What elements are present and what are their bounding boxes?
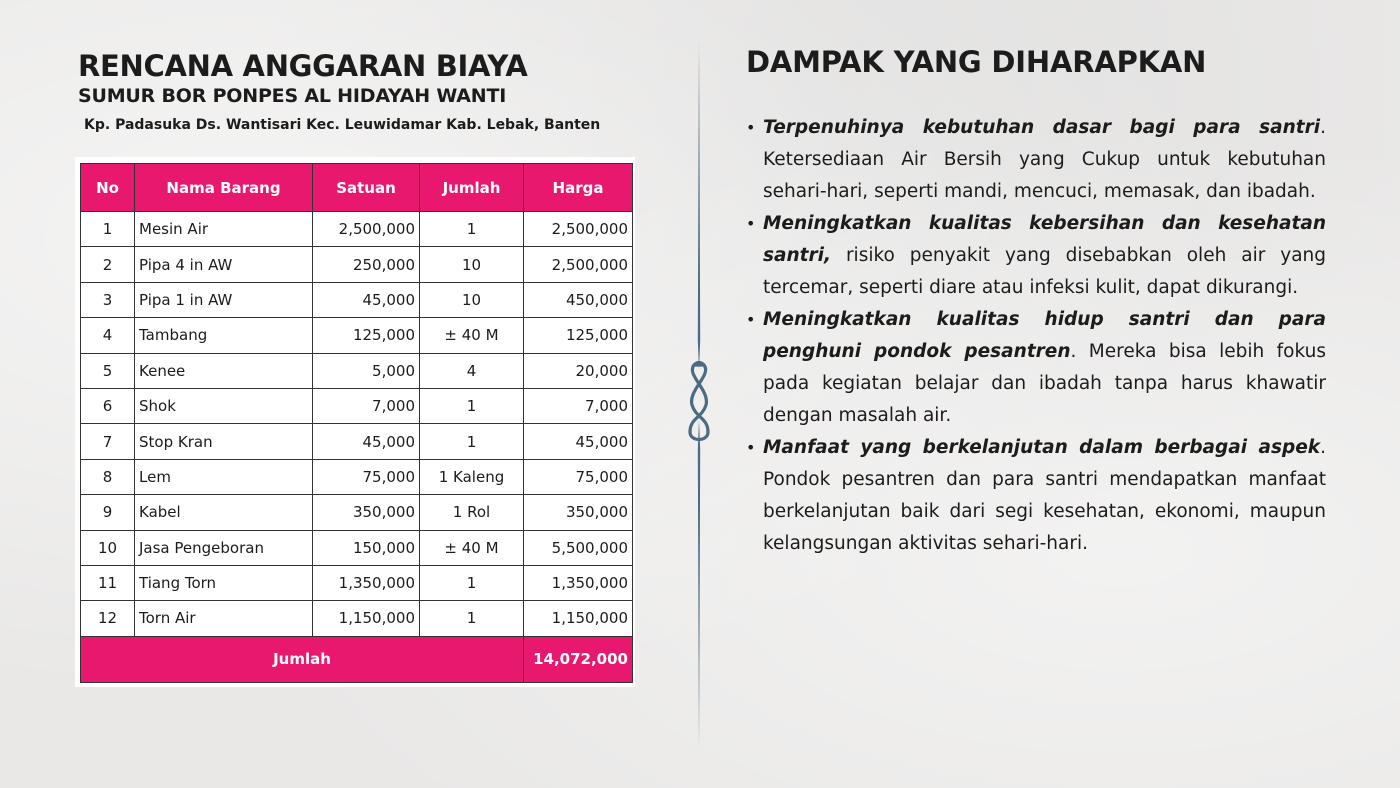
total-label: Jumlah [81, 636, 524, 682]
cell-no: 10 [81, 530, 135, 565]
cell-no: 8 [81, 459, 135, 494]
cell-no: 2 [81, 247, 135, 282]
cell-harga: 7,000 [524, 388, 633, 423]
cell-nama-barang: Kenee [135, 353, 313, 388]
table-row [81, 212, 633, 247]
cell-no: 4 [81, 318, 135, 353]
cell-harga: 1,150,000 [524, 601, 633, 636]
cell-satuan: 350,000 [313, 495, 420, 530]
cell-harga: 125,000 [524, 318, 633, 353]
page-title: RENCANA ANGGARAN BIAYA [78, 49, 528, 83]
table-row [81, 318, 633, 353]
budget-table [80, 163, 633, 683]
table-row [81, 495, 633, 530]
header-harga: Harga [524, 164, 633, 212]
cell-jumlah: 4 [420, 353, 524, 388]
cell-nama-barang: Mesin Air [135, 212, 313, 247]
cell-no: 9 [81, 495, 135, 530]
cell-jumlah: 1 Kaleng [420, 459, 524, 494]
cell-harga: 1,350,000 [524, 565, 633, 600]
cell-satuan: 45,000 [313, 424, 420, 459]
cell-jumlah: 1 [420, 388, 524, 423]
cell-satuan: 250,000 [313, 247, 420, 282]
cell-harga: 2,500,000 [524, 212, 633, 247]
table-row [81, 459, 633, 494]
cell-nama-barang: Torn Air [135, 601, 313, 636]
impact-item [746, 208, 1326, 304]
cell-no: 12 [81, 601, 135, 636]
header-satuan: Satuan [313, 164, 420, 212]
ornamental-divider [684, 40, 714, 750]
cell-jumlah: 1 [420, 212, 524, 247]
cell-jumlah: 1 [420, 601, 524, 636]
impact-item-title: Meningkatkan kualitas kebersihan dan kesehatan santri, [763, 213, 1326, 266]
header-nama-barang: Nama Barang [135, 164, 313, 212]
cell-no: 7 [81, 424, 135, 459]
table-row [81, 353, 633, 388]
cell-jumlah: ± 40 M [420, 530, 524, 565]
cell-satuan: 75,000 [313, 459, 420, 494]
total-value: 14,072,000 [524, 636, 633, 682]
impact-heading: DAMPAK YANG DIHARAPKAN [746, 45, 1207, 79]
table-header-row [81, 164, 633, 212]
cell-nama-barang: Jasa Pengeboran [135, 530, 313, 565]
cell-no: 6 [81, 388, 135, 423]
cell-jumlah: 1 [420, 424, 524, 459]
table-row [81, 282, 633, 317]
bullet-icon: • [746, 118, 756, 137]
impact-section [746, 42, 1326, 560]
cell-harga: 450,000 [524, 282, 633, 317]
cell-harga: 20,000 [524, 353, 633, 388]
cell-jumlah: 1 [420, 565, 524, 600]
table-row [81, 565, 633, 600]
cell-nama-barang: Stop Kran [135, 424, 313, 459]
impact-item-text: risiko penyakit yang disebabkan oleh air yang tercemar, seperti diare atau infeksi kulit, dapat dikurangi. [763, 245, 1326, 298]
cell-harga: 45,000 [524, 424, 633, 459]
cell-no: 3 [81, 282, 135, 317]
cell-satuan: 1,150,000 [313, 601, 420, 636]
page-subtitle: SUMUR BOR PONPES AL HIDAYAH WANTI [78, 85, 507, 107]
bullet-icon: • [746, 310, 756, 329]
impact-item-text: . Mereka bisa lebih fokus pada kegiatan belajar dan ibadah tanpa harus khawatir dengan masalah air. [763, 341, 1326, 426]
impact-list [746, 112, 1326, 560]
cell-harga: 2,500,000 [524, 247, 633, 282]
budget-table-card [75, 157, 635, 687]
cell-nama-barang: Tambang [135, 318, 313, 353]
cell-no: 1 [81, 212, 135, 247]
table-total-row [81, 636, 633, 682]
impact-item-text: . Pondok pesantren dan para santri mendapatkan manfaat berkelanjutan baik dari segi kesehatan, ekonomi, maupun kelangsungan aktivitas sehari-hari. [763, 437, 1326, 554]
cell-no: 5 [81, 353, 135, 388]
table-row [81, 388, 633, 423]
cell-nama-barang: Lem [135, 459, 313, 494]
cell-jumlah: ± 40 M [420, 318, 524, 353]
impact-item-title: Meningkatkan kualitas hidup santri dan para penghuni pondok pesantren [763, 309, 1326, 362]
impact-item [746, 112, 1326, 208]
rab-header [78, 48, 638, 134]
cell-nama-barang: Shok [135, 388, 313, 423]
table-row [81, 601, 633, 636]
cell-jumlah: 10 [420, 282, 524, 317]
cell-nama-barang: Tiang Torn [135, 565, 313, 600]
impact-item [746, 304, 1326, 432]
cell-satuan: 1,350,000 [313, 565, 420, 600]
table-row [81, 424, 633, 459]
cell-satuan: 45,000 [313, 282, 420, 317]
impact-item [746, 432, 1326, 560]
cell-nama-barang: Pipa 4 in AW [135, 247, 313, 282]
impact-item-title: Terpenuhinya kebutuhan dasar bagi para santri [763, 117, 1321, 138]
cell-satuan: 150,000 [313, 530, 420, 565]
cell-satuan: 5,000 [313, 353, 420, 388]
address-text: Kp. Padasuka Ds. Wantisari Kec. Leuwidamar Kab. Lebak, Banten [84, 117, 601, 133]
cell-satuan: 125,000 [313, 318, 420, 353]
cell-jumlah: 10 [420, 247, 524, 282]
table-body [81, 212, 633, 637]
bullet-icon: • [746, 214, 756, 233]
cell-harga: 75,000 [524, 459, 633, 494]
bullet-icon: • [746, 438, 756, 457]
cell-jumlah: 1 Rol [420, 495, 524, 530]
table-row [81, 530, 633, 565]
impact-item-title: Manfaat yang berkelanjutan dalam berbagai aspek [763, 437, 1321, 458]
cell-harga: 5,500,000 [524, 530, 633, 565]
cell-no: 11 [81, 565, 135, 600]
impact-item-text: . Ketersediaan Air Bersih yang Cukup untuk kebutuhan sehari-hari, seperti mandi, mencuci, memasak, dan ibadah. [763, 117, 1326, 202]
ornamental-knot-icon [690, 40, 708, 750]
table-row [81, 247, 633, 282]
cell-harga: 350,000 [524, 495, 633, 530]
cell-nama-barang: Kabel [135, 495, 313, 530]
cell-satuan: 2,500,000 [313, 212, 420, 247]
header-no: No [81, 164, 135, 212]
header-jumlah: Jumlah [420, 164, 524, 212]
cell-nama-barang: Pipa 1 in AW [135, 282, 313, 317]
cell-satuan: 7,000 [313, 388, 420, 423]
